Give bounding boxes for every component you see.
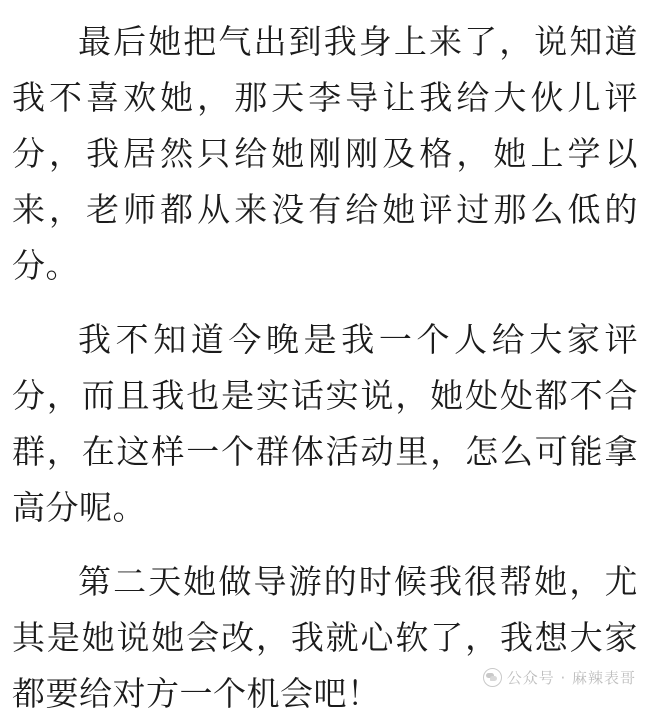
paragraph-2: 我不知道今晚是我一个人给大家评分，而且我也是实话实说，她处处都不合群，在这样一个群体活动里，怎么可能拿高分呢。: [12, 320, 638, 527]
watermark-label: 公众号 · 麻辣表哥: [506, 669, 636, 687]
paragraph-3: 第二天她做导游的时候我很帮她，尤其是她说她会改，我就心软了，我想大家都要给对方一个机会吧！: [12, 562, 638, 713]
paragraph-1: 最后她把气出到我身上来了，说知道我不喜欢她，那天李导让我给大伙儿评分，我居然只给她刚刚及格，她上学以来，老师都从来没有给她评过那么低的分。: [12, 22, 638, 285]
wechat-logo-icon: [483, 668, 502, 687]
watermark: [483, 667, 636, 688]
